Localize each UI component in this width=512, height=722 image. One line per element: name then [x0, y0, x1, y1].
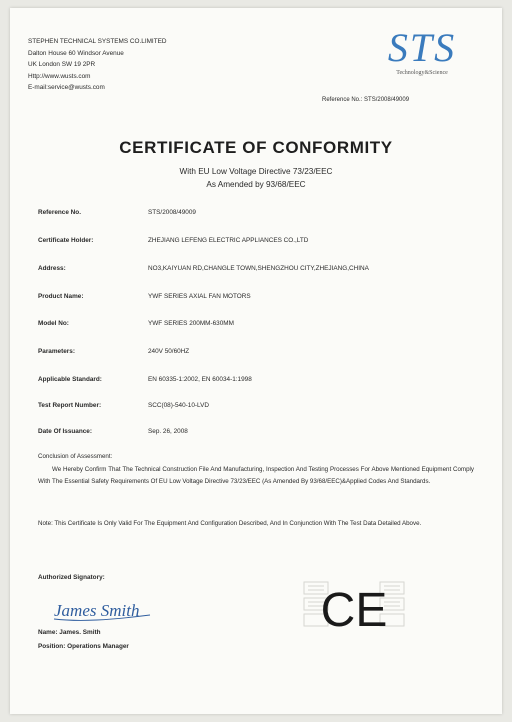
field-value: YWF SERIES AXIAL FAN MOTORS	[148, 293, 251, 300]
issuer-street: Dalton House 60 Windsor Avenue	[28, 49, 124, 57]
conclusion-body: We Hereby Confirm That The Technical Construction File And Manufacturing, Inspection And Testing Processes For Above Mentioned Equipment Comply With The Essential Safety Requirements Of EU Low Voltage Directive 73/23/EEC (As Amended By 93/68/EEC)&Applied Codes And Standards.	[38, 465, 474, 485]
field-value: Sep. 26, 2008	[148, 428, 188, 435]
field-label: Model No:	[38, 320, 69, 327]
signer-name: Name: James. Smith	[38, 629, 101, 636]
field-label: Date Of Issuance:	[38, 428, 92, 435]
field-value: SCC(08)-540-10-LVD	[148, 402, 209, 409]
authorized-signatory-label: Authorized Signatory:	[38, 574, 105, 581]
issuer-company-name: STEPHEN TECHNICAL SYSTEMS CO.LIMITED	[28, 38, 167, 45]
svg-text:James Smith: James Smith	[54, 601, 140, 620]
svg-text:CE: CE	[320, 584, 388, 637]
ce-mark	[300, 578, 408, 638]
reference-number-header: Reference No.: STS/2008/49009	[322, 97, 410, 103]
issuer-email: E-mail:service@wusts.com	[28, 84, 105, 91]
field-label: Product Name:	[38, 293, 84, 300]
note-section	[38, 518, 474, 531]
field-label: Parameters:	[38, 348, 75, 355]
field-label: Certificate Holder:	[38, 237, 94, 244]
sts-logo	[372, 25, 472, 76]
sts-logo-tagline: Technology&Science	[396, 70, 448, 76]
issuer-address-block	[28, 36, 167, 94]
field-label: Reference No.	[38, 209, 81, 216]
conclusion-heading: Conclusion of Assessment:	[38, 453, 113, 460]
field-value: 240V 50/60HZ	[148, 348, 190, 355]
directive-subtitle: With EU Low Voltage Directive 73/23/EEC	[179, 167, 333, 176]
issuer-city: UK London SW 19 2PR	[28, 61, 96, 68]
field-label: Applicable Standard:	[38, 376, 102, 383]
signer-position: Position: Operations Manager	[38, 643, 129, 650]
field-value: ZHEJIANG LEFENG ELECTRIC APPLIANCES CO.,LTD	[148, 237, 309, 244]
certificate-title: CERTIFICATE OF CONFORMITY	[119, 138, 393, 157]
issuer-website: Http://www.wusts.com	[28, 72, 91, 80]
field-value: NO3,KAIYUAN RD,CHANGLE TOWN,SHENGZHOU CITY,ZHEJIANG,CHINA	[148, 265, 369, 272]
field-value: STS/2008/49009	[148, 209, 196, 216]
field-label: Address:	[38, 265, 66, 272]
field-label: Test Report Number:	[38, 402, 102, 409]
field-value: YWF SERIES 200MM-630MM	[148, 320, 234, 327]
signature	[50, 594, 160, 626]
conclusion-section	[38, 451, 474, 489]
amendment-subtitle: As Amended by 93/68/EEC	[206, 180, 306, 189]
field-value: EN 60335-1:2002, EN 60034-1:1998	[148, 376, 252, 383]
certificate-note: Note: This Certificate Is Only Valid For The Equipment And Configuration Described, And In Conjunction With The Test Data Detailed Above.	[38, 520, 422, 527]
sts-logo-mark: STS	[387, 25, 457, 70]
